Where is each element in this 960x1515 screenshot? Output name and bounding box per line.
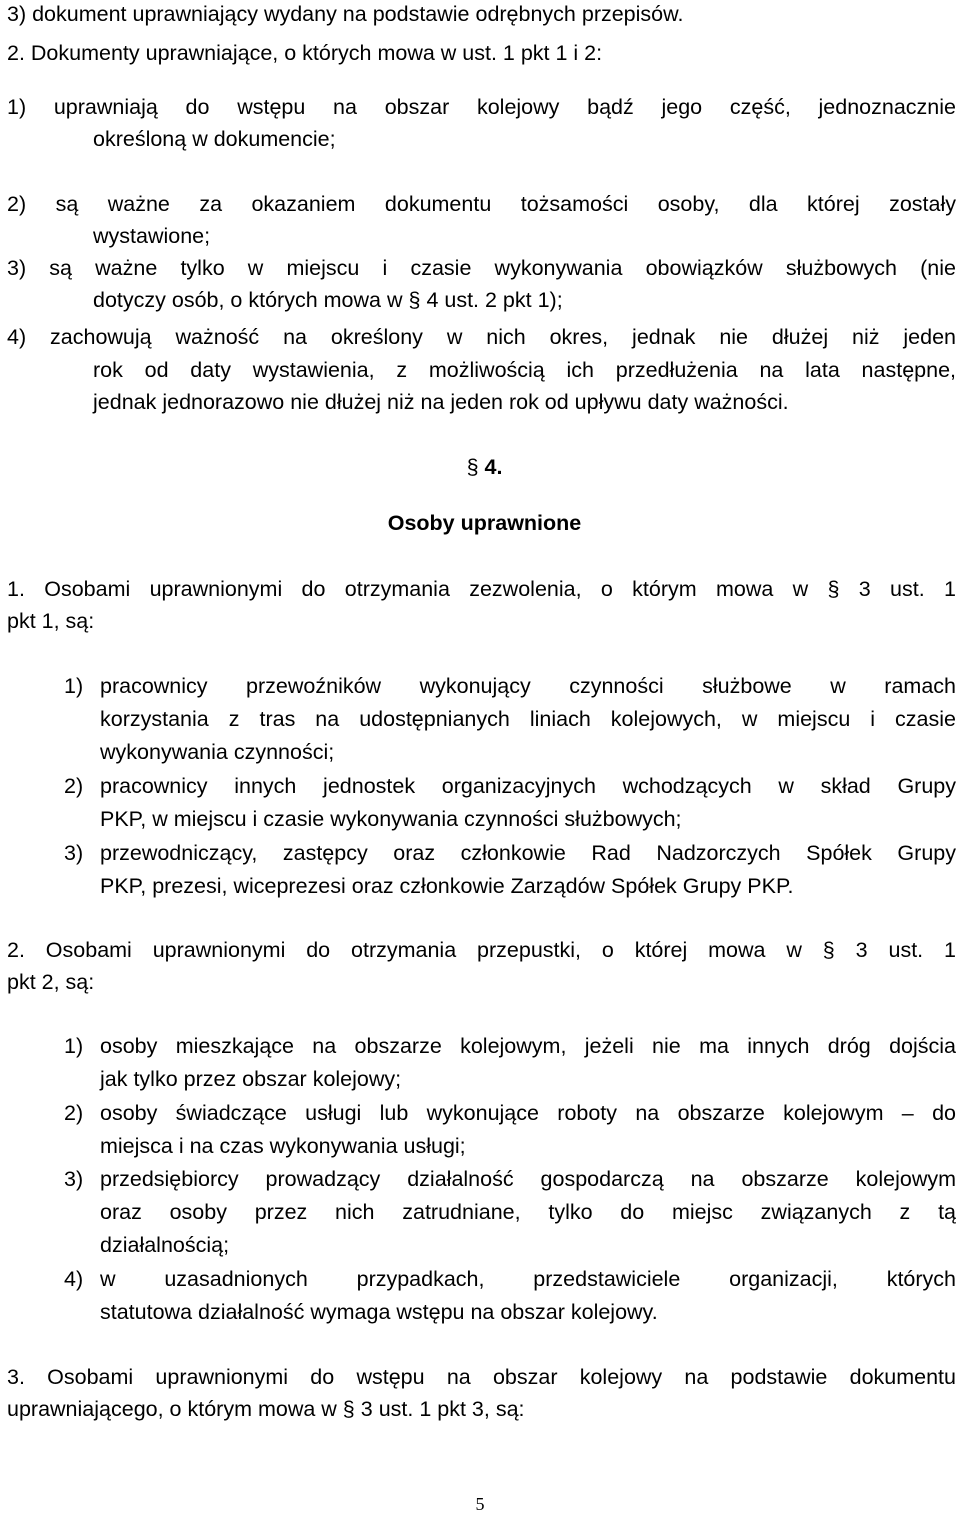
section-sign-icon [823,935,835,965]
text-span: 3 ust. 1 [858,577,956,601]
item-line: pracownicy innych jednostek organizacyjnych wchodzących w skład Grupy [100,774,956,798]
document-page [7,0,956,1513]
list-item-line: wystawione; [93,224,211,248]
item-line: miejsca i na czas wykonywania usługi; [100,1134,466,1158]
item-line: PKP, prezesi, wiceprezesi oraz członkowie Zarządów Spółek Grupy PKP. [100,874,794,898]
item-number: 3) [64,841,84,865]
item-line: osoby świadczące usługi lub wykonujące roboty na obszarze kolejowym – do [100,1101,956,1125]
list-item-line: jednak jednorazowo nie dłużej niż na jeden rok od upływu daty ważności. [93,390,789,414]
item-line: przewodniczący, zastępcy oraz członkowie Rad Nadzorczych Spółek Grupy [100,841,956,865]
list-item-line: 2) są ważne za okazaniem dokumentu tożsamości osoby, dla której zostały [7,192,956,216]
item-line: statutowa działalność wymaga wstępu na obszar kolejowy. [100,1300,658,1324]
text-line: 3) dokument uprawniający wydany na podstawie odrębnych przepisów. [7,2,684,26]
item-number: 1) [64,1034,84,1058]
section-sign-icon [827,574,839,604]
item-line: wykonywania czynności; [100,740,335,764]
text-span: 1. Osobami uprawnionymi do otrzymania zezwolenia, o którym mowa w [7,577,809,601]
text-line: 2. Dokumenty uprawniające, o których mowa w ust. 1 pkt 1 i 2: [7,41,603,65]
text-span: dotyczy osób, o których mowa w [93,288,409,312]
section-sign-icon [408,285,420,315]
item-number: 2) [64,774,84,798]
list-item-line: określoną w dokumencie; [93,127,336,151]
list-item [64,1097,956,1163]
list-item-line: 4) zachowują ważność na określony w nich okres, jednak nie dłużej niż jeden [7,325,956,349]
paragraph-line [7,574,956,604]
item-number: 2) [64,1101,84,1125]
list-item [64,1163,956,1263]
list-item [64,837,956,903]
section-title: Osoby uprawnione [387,511,582,535]
text-span: 2. Osobami uprawnionymi do otrzymania przepustki, o której mowa w [7,938,802,962]
list-item [64,1263,956,1329]
list-item-line: 3) są ważne tylko w miejscu i czasie wykonywania obowiązków służbowych (nie [7,256,956,280]
list-item [64,770,956,836]
paragraph-line [7,1394,525,1424]
item-line: w uzasadnionych przypadkach, przedstawiciele organizacji, których [100,1267,956,1291]
section-number [7,455,960,480]
list-item-line: rok od daty wystawienia, z możliwością ich przedłużenia na lata następne, [93,358,956,382]
item-line: pracownicy przewoźników wykonujący czynności służbowe w ramach [100,674,956,698]
paragraph-line: pkt 1, są: [7,609,95,633]
item-line: oraz osoby przez nich zatrudniane, tylko do miejsc związanych z tą [100,1200,956,1224]
list-item [64,1030,956,1096]
item-line: jak tylko przez obszar kolejowy; [100,1067,402,1091]
text-span: 4 ust. 2 pkt 1); [420,288,563,312]
paragraph-line: pkt 2, są: [7,970,95,994]
list-item-line: 1) uprawniają do wstępu na obszar kolejowy bądź jego część, jednoznacznie [7,95,956,119]
item-line: PKP, w miejscu i czasie wykonywania czynności służbowych; [100,807,682,831]
text-span: uprawniającego, o którym mowa w [7,1397,337,1421]
item-line: osoby mieszkające na obszarze kolejowym, jeżeli nie ma innych dróg dojścia [100,1034,956,1058]
item-line: działalnością; [100,1233,230,1257]
paragraph-line [7,935,956,965]
paragraph-line: 3. Osobami uprawnionymi do wstępu na obszar kolejowy na podstawie dokumentu [7,1365,956,1389]
text-span: 3 ust. 1 pkt 3, są: [354,1397,525,1421]
item-number: 3) [64,1167,84,1191]
item-line: przedsiębiorcy prowadzący działalność gospodarczą na obszarze kolejowym [100,1167,956,1191]
item-number: 4) [64,1267,84,1291]
item-number: 1) [64,674,84,698]
page-number: 5 [475,1494,485,1514]
item-line: korzystania z tras na udostępnianych liniach kolejowych, w miejscu i czasie [100,707,956,731]
text-span: 3 ust. 1 [855,938,956,962]
section-sign-icon [343,1394,355,1424]
list-item-line [93,285,563,315]
section-sign-icon [467,455,479,480]
list-item [64,670,956,770]
section-number-text: 4. [478,455,503,479]
